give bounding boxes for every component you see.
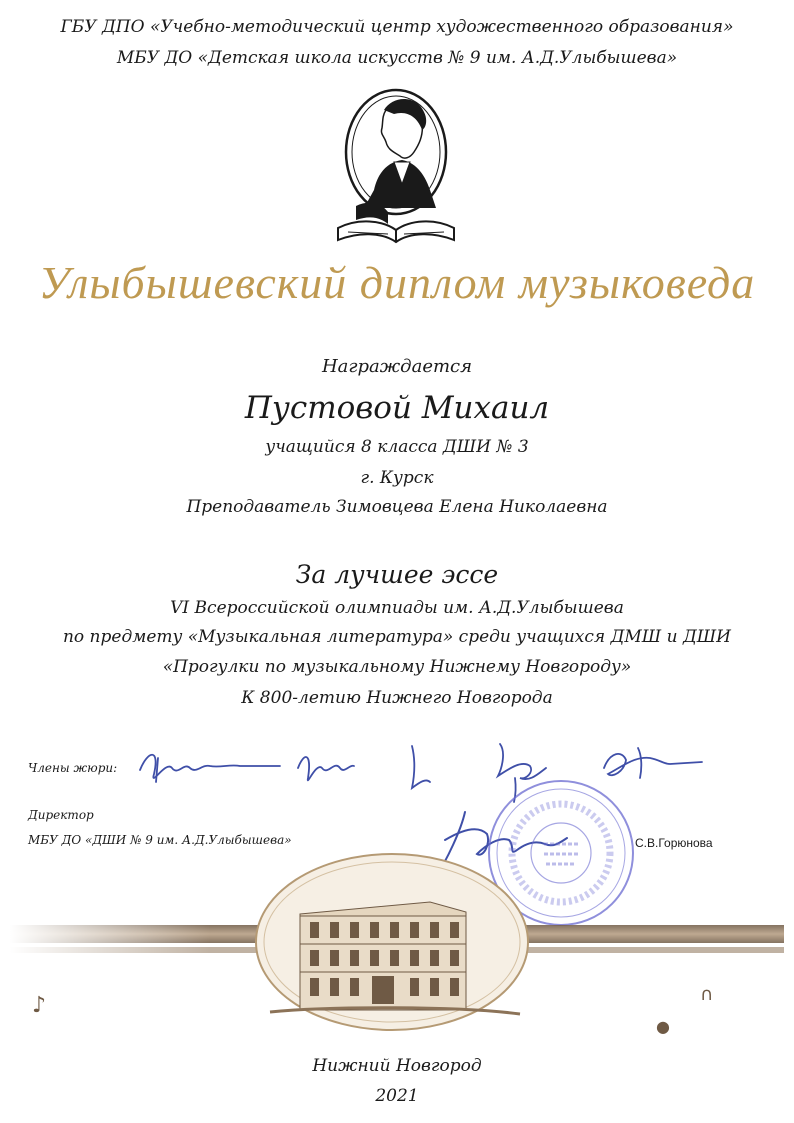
school-building-emblem-icon — [0, 850, 794, 1040]
footer-city: Нижний Новгород — [312, 1056, 482, 1076]
reason-line-3: «Прогулки по музыкальному Нижнему Новгороду» — [162, 657, 632, 677]
student-line: учащийся 8 класса ДШИ № 3 — [265, 437, 529, 457]
header-line-1: ГБУ ДПО «Учебно-методический центр художественного образования» — [60, 17, 734, 37]
diploma-title: Улыбышевский диплом музыковеда — [38, 257, 756, 308]
jury-label: Члены жюри: — [28, 761, 118, 775]
reason-line-4: К 800-летию Нижнего Новгорода — [241, 688, 553, 708]
header-line-2: МБУ ДО «Детская школа искусств № 9 им. А.Д.Улыбышева» — [116, 48, 678, 68]
reason-line-1: VI Всероссийской олимпиады им. А.Д.Улыбышева — [170, 598, 624, 618]
city-line: г. Курск — [360, 468, 434, 488]
jury-signatures-icon — [130, 738, 730, 808]
recipient-name: Пустовой Михаил — [244, 390, 550, 426]
awarded-label: Награждается — [321, 356, 473, 377]
svg-text:♪: ♪ — [32, 993, 47, 1018]
reason-line-2: по предмету «Музыкальная литература» среди учащихся ДМШ и ДШИ — [62, 627, 732, 647]
svg-text:∩: ∩ — [700, 984, 714, 1005]
director-label: Директор — [28, 808, 94, 822]
teacher-line: Преподаватель Зимовцева Елена Николаевна — [186, 497, 608, 517]
reason-heading: За лучшее эссе — [295, 560, 499, 589]
svg-text:●: ● — [656, 1017, 670, 1036]
footer-year: 2021 — [375, 1086, 419, 1106]
director-org: МБУ ДО «ДШИ № 9 им. А.Д.Улыбышева» — [28, 833, 292, 847]
director-name: С.В.Горюнова — [635, 836, 713, 850]
portrait-emblem-icon — [328, 80, 464, 250]
